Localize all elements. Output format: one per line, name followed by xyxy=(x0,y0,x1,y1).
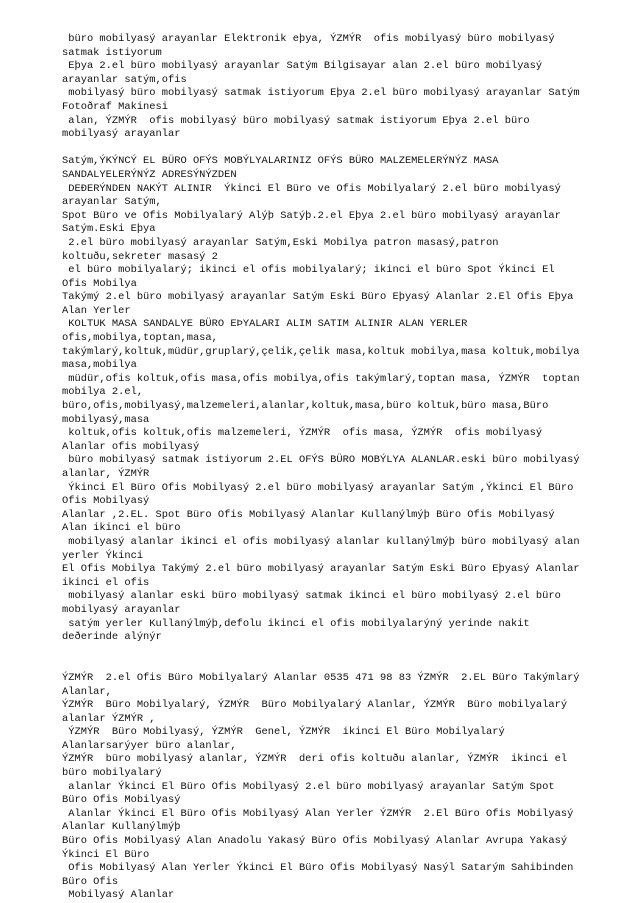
paragraph: koltuk,ofis koltuk,ofis malzemeleri, ÝZMÝR ofis masa, ÝZMÝR ofis mobilyasý Alanlar ofis mobilyasý xyxy=(62,427,549,453)
paragraph: büro,ofis,mobilyasý,malzemeleri,alanlar,koltuk,masa,büro koltuk,büro masa,Büro mobilyasý,masa xyxy=(62,400,555,426)
paragraph: ÝZMÝR Büro Mobilyalarý, ÝZMÝR Büro Mobilyalarý Alanlar, ÝZMÝR Büro mobilyalarý alanlar ÝZMÝR , xyxy=(62,699,574,725)
paragraph: müdür,ofis koltuk,ofis masa,ofis mobilya,ofis takýmlarý,toptan masa, ÝZMÝR toptan mobilya 2.el, xyxy=(62,372,586,399)
paragraph: KOLTUK MASA SANDALYE BÜRO EÞYALARI ALIM SATIM ALINIR ALAN YERLER ofis,mobilya,toptan,masa, xyxy=(62,318,474,345)
paragraph: mobilyasý alanlar eski büro mobilyasý satmak ikinci el büro mobilyasý 2.el büro mobilyasý arayanlar xyxy=(62,590,568,616)
paragraph: mobilyasý alanlar ikinci el ofis mobilyasý alanlar kullanýlmýþ büro mobilyasý alan yerler Ýkinci xyxy=(62,535,586,562)
paragraph: Takýmý 2.el büro mobilyasý arayanlar Satým Eski Büro Eþyasý Alanlar 2.El Ofis Eþya Alan Yerler xyxy=(62,291,580,317)
paragraph-gap xyxy=(62,645,582,672)
paragraph: 2.el büro mobilyasý arayanlar Satým,Eski Mobilya patron masasý,patron koltuðu,sekreter masasý 2 xyxy=(62,236,505,263)
paragraph: ÝZMÝR Büro Mobilyasý, ÝZMÝR Genel, ÝZMÝR ikinci El Büro Mobilyalarý Alanlarsarýyer büro alanlar, xyxy=(62,726,511,752)
paragraph: Büro Ofis Mobilyasý Alan Anadolu Yakasý Büro Ofis Mobilyasý Alanlar Avrupa Yakasý Ýkinci El Büro xyxy=(62,835,574,861)
document-page xyxy=(62,33,586,903)
paragraph: ÝZMÝR büro mobilyasý alanlar, ÝZMÝR deri ofis koltuðu alanlar, ÝZMÝR ikinci el büro mobilyalarý xyxy=(62,753,574,780)
paragraph: büro mobilyasý satmak istiyorum 2.EL OFÝS BÜRO MOBÝLYA ALANLAR.eski büro mobilyasý alanlar, ÝZMÝR xyxy=(62,454,586,480)
paragraph: ÝZMÝR 2.el Ofis Büro Mobilyalarý Alanlar 0535 471 98 83 ÝZMÝR 2.EL Büro Takýmlarý Alanlar, xyxy=(62,671,586,698)
paragraph: takýmlarý,koltuk,müdür,gruplarý,çelik,çelik masa,koltuk mobilya,masa koltuk,mobilya masa,mobilya xyxy=(62,345,586,372)
paragraph: mobilyasý büro mobilyasý satmak istiyorum Eþya 2.el büro mobilyasý arayanlar Satým Fotoðraf Makinesi xyxy=(62,87,586,113)
paragraph: Satým,ÝKÝNCÝ EL BÜRO OFÝS MOBÝLYALARINIZ OFÝS BÜRO MALZEMELERÝNÝZ MASA SANDALYELERÝNÝZ ADRESÝNÝZDEN xyxy=(62,155,505,181)
paragraph: DEÐERÝNDEN NAKÝT ALINIR Ýkinci El Büro ve Ofis Mobilyalarý 2.el büro mobilyasý arayanlar Satým, xyxy=(62,182,568,209)
paragraph: Ofis Mobilyasý Alan Yerler Ýkinci El Büro Ofis Mobilyasý Nasýl Satarým Sahibinden Büro Ofis xyxy=(62,862,580,888)
paragraph: El Ofis Mobilya Takýmý 2.el büro mobilyasý arayanlar Satým Eski Büro Eþyasý Alanlar ikinci el ofis xyxy=(62,563,586,589)
paragraph: Ýkinci El Büro Ofis Mobilyasý 2.el büro mobilyasý arayanlar Satým ,Ýkinci El Büro Ofis Mobilyasý xyxy=(62,481,580,508)
paragraph: alan, ÝZMÝR ofis mobilyasý büro mobilyasý satmak istiyorum Eþya 2.el büro mobilyasý arayanlar xyxy=(62,114,536,141)
paragraph: büro mobilyasý arayanlar Elektronik eþya, ÝZMÝR ofis mobilyasý büro mobilyasý satmak istiyorum xyxy=(62,33,561,59)
paragraph: Alanlar ,2.EL. Spot Büro Ofis Mobilyasý Alanlar Kullanýlmýþ Büro Ofis Mobilyasý Alan ikinci el büro xyxy=(62,508,561,535)
paragraph-gap xyxy=(62,142,582,156)
paragraph: Spot Büro ve Ofis Mobilyalarý Alýþ Satýþ.2.el Eþya 2.el büro mobilyasý arayanlar Satým.Eski Eþya xyxy=(62,209,568,236)
paragraph: Alanlar Ýkinci El Büro Ofis Mobilyasý Alan Yerler ÝZMÝR 2.El Büro Ofis Mobilyasý Alanlar Kullanýlmýþ xyxy=(62,807,580,834)
paragraph: satým yerler Kullanýlmýþ,defolu ikinci el ofis mobilyalarýný yerinde nakit deðerinde alýnýr xyxy=(62,617,536,644)
paragraph: Eþya 2.el büro mobilyasý arayanlar Satým Bilgisayar alan 2.el büro mobilyasý arayanlar satým,ofis xyxy=(62,60,549,86)
paragraph: el büro mobilyalarý; ikinci el ofis mobilyalarý; ikinci el büro Spot Ýkinci El Ofis Mobilya xyxy=(62,264,561,290)
paragraph: alanlar Ýkinci El Büro Ofis Mobilyasý 2.el büro mobilyasý arayanlar Satým Spot Büro Ofis Mobilyasý xyxy=(62,780,561,807)
paragraph: Mobilyasý Alanlar xyxy=(62,889,175,902)
